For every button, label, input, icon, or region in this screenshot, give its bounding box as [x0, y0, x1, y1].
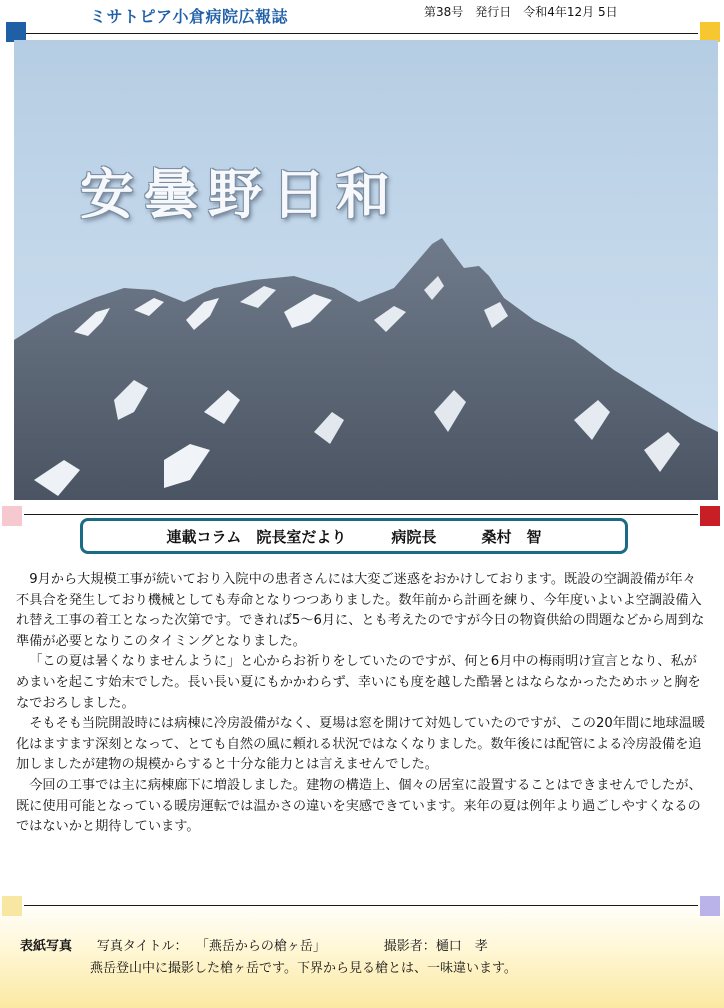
corner-square-yellow [700, 22, 720, 42]
column-role: 病院長 [391, 527, 437, 546]
column-body [16, 570, 708, 838]
issue-info: 第38号 発行日 令和4年12月 5日 [424, 5, 618, 19]
corner-square-red [700, 506, 720, 526]
cover-photo-label: 表紙写真 [20, 939, 73, 954]
photo-caption: 燕岳登山中に撮影した槍ヶ岳です。下界から見る槍とは、一味違います。 [90, 961, 517, 976]
cover-photo [14, 40, 718, 500]
footer-rule [24, 905, 698, 906]
paragraph: 今回の工事では主に病棟廊下に増設しました。建物の構造上、個々の居室に設置することはできませんでしたが、既に使用可能となっている暖房運転では温かさの違いを実感できています。来年の夏は例年より過ごしやすくなるのではないかと期待しています。 [16, 777, 702, 835]
corner-square-pale-yellow [2, 896, 22, 916]
mountain-illustration [14, 40, 718, 500]
paragraph: 9月から大規模工事が続いており入院中の患者さんには大変ご迷惑をおかけしております。既設の空調設備が年々不具合を発生しており機械としても寿命となりつつありました。数年前から計画を練り、今年度いよいよ空調設備入れ替え工事の着工となった次第です。できれば5～6月に、とも考えたのですが今日の物資供給の問題などから周到な準備が必要となりこのタイミングとなりました。 [16, 572, 705, 649]
photo-title-label: 写真タイトル： [96, 939, 188, 954]
column-author: 桑村 智 [481, 527, 542, 546]
paragraph: 「この夏は暑くなりませんように」と心からお祈りをしていたのですが、何と6月中の梅雨明け宣言となり、私がめまいを起こす始末でした。長い長い夏にもかかわらず、幸いにも度を越した酷暑とはならなかったためホッと胸をなでおろしました。 [16, 654, 701, 711]
footer-background [0, 900, 724, 1008]
corner-square-pink [2, 506, 22, 526]
newsletter-title: ミサトピア小倉病院広報誌 [90, 7, 289, 26]
photo-credit-line [20, 935, 488, 954]
mid-rule [24, 514, 698, 515]
header-rule [26, 33, 698, 34]
corner-square-lavender [700, 896, 720, 916]
column-header-box [80, 518, 628, 554]
cover-calligraphy-title: 安曇野日和 [80, 162, 400, 226]
photo-title: 「燕岳からの槍ヶ岳」 [195, 939, 326, 954]
paragraph: そもそも当院開設時には病棟に冷房設備がなく、夏場は窓を開けて対処していたのですが、この20年間に地球温暖化はますます深刻となって、とても自然の風に頼れる状況ではなくなりました。数年後には配管による冷房設備を追加しましたが建物の規模からすると十分な能力とは言えませんでした。 [16, 716, 706, 773]
corner-square-blue [6, 22, 26, 42]
photographer: 撮影者：樋口 孝 [383, 939, 488, 954]
column-title: 連載コラム 院長室だより [166, 527, 347, 546]
